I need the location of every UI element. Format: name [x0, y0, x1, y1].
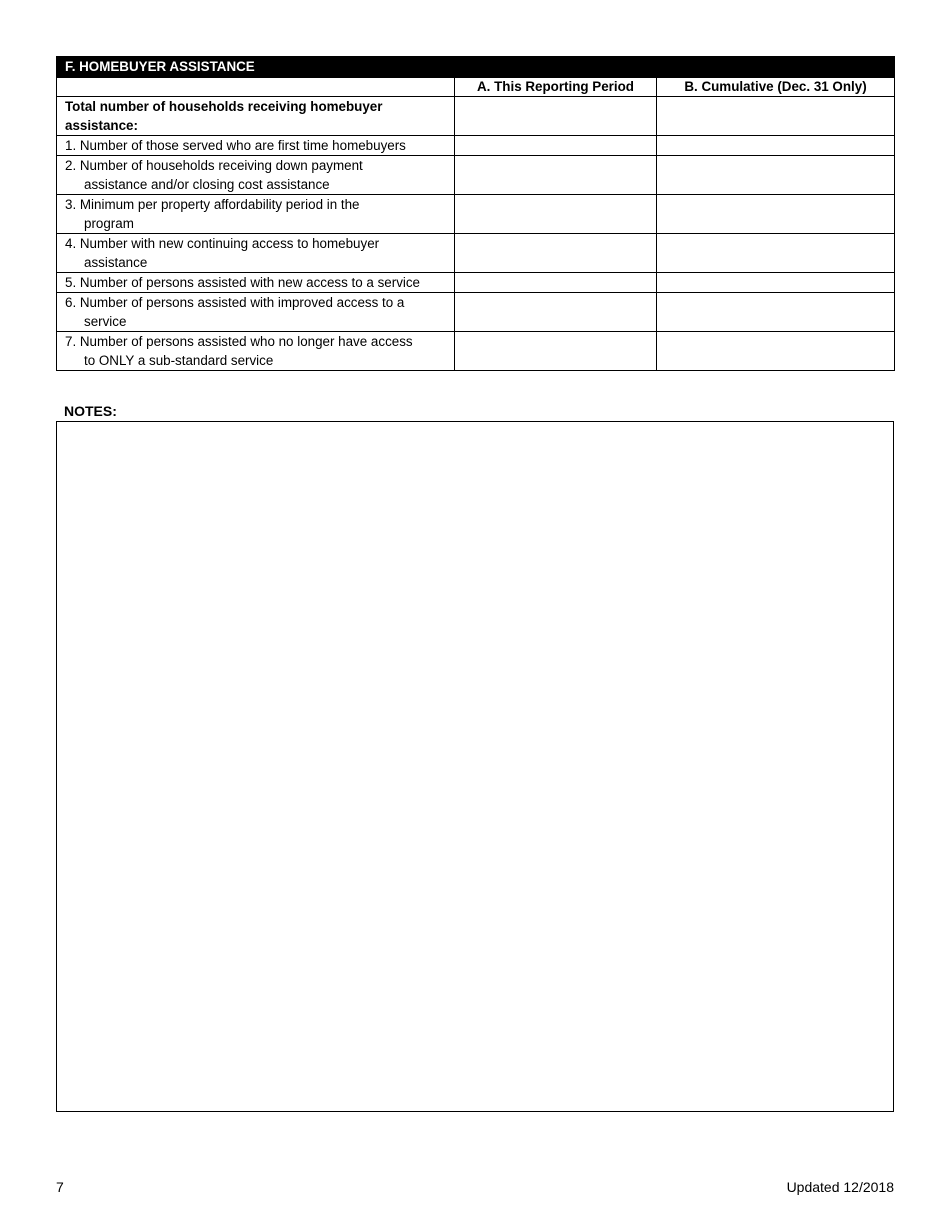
row-label-line2: assistance — [84, 255, 148, 270]
section-title-row — [57, 57, 895, 78]
row-label-line1: 4. Number with new continuing access to homebuyer — [65, 236, 380, 251]
row-label — [57, 195, 455, 234]
page-number: 7 — [56, 1179, 64, 1195]
value-cell-a[interactable] — [455, 156, 657, 195]
value-cell-b[interactable] — [657, 97, 895, 136]
row-label-line2: assistance and/or closing cost assistance — [84, 177, 330, 192]
row-label — [57, 332, 455, 371]
row-label-line1: 7. Number of persons assisted who no longer have access — [65, 334, 413, 349]
notes-label: NOTES: — [64, 403, 117, 419]
value-cell-a[interactable] — [455, 136, 657, 156]
row-label — [57, 234, 455, 273]
column-header-row — [57, 78, 895, 97]
updated-date: Updated 12/2018 — [786, 1179, 894, 1195]
table-row — [57, 156, 895, 195]
row-label-line2: program — [84, 216, 134, 231]
row-label — [57, 156, 455, 195]
value-cell-a[interactable] — [455, 234, 657, 273]
row-label-line1: 5. Number of persons assisted with new access to a service — [65, 275, 421, 290]
column-header-b: B. Cumulative (Dec. 31 Only) — [657, 78, 895, 97]
row-label — [57, 97, 455, 136]
value-cell-a[interactable] — [455, 195, 657, 234]
value-cell-b[interactable] — [657, 136, 895, 156]
value-cell-a[interactable] — [455, 273, 657, 293]
row-label — [57, 136, 455, 156]
value-cell-a[interactable] — [455, 97, 657, 136]
table-row — [57, 273, 895, 293]
homebuyer-assistance-table — [56, 56, 895, 371]
row-label-line1: 6. Number of persons assisted with improved access to a — [65, 295, 405, 310]
value-cell-a[interactable] — [455, 293, 657, 332]
header-blank-cell — [57, 78, 455, 97]
row-label-line1: 1. Number of those served who are first time homebuyers — [65, 138, 406, 153]
row-label-line1: Total number of households receiving homebuyer — [65, 99, 383, 114]
row-label-line2: assistance: — [65, 118, 138, 133]
row-label-line1: 3. Minimum per property affordability period in the — [65, 197, 360, 212]
column-header-a: A. This Reporting Period — [455, 78, 657, 97]
row-label-line2: service — [84, 314, 127, 329]
row-label — [57, 273, 455, 293]
table-row — [57, 234, 895, 273]
section-title: F. HOMEBUYER ASSISTANCE — [57, 57, 895, 78]
value-cell-b[interactable] — [657, 234, 895, 273]
table-row — [57, 293, 895, 332]
value-cell-a[interactable] — [455, 332, 657, 371]
row-label — [57, 293, 455, 332]
table-row — [57, 332, 895, 371]
notes-box[interactable] — [56, 421, 894, 1112]
table-row — [57, 97, 895, 136]
value-cell-b[interactable] — [657, 273, 895, 293]
table-row — [57, 136, 895, 156]
value-cell-b[interactable] — [657, 293, 895, 332]
value-cell-b[interactable] — [657, 156, 895, 195]
value-cell-b[interactable] — [657, 195, 895, 234]
value-cell-b[interactable] — [657, 332, 895, 371]
row-label-line2: to ONLY a sub-standard service — [84, 353, 274, 368]
table-row — [57, 195, 895, 234]
row-label-line1: 2. Number of households receiving down payment — [65, 158, 363, 173]
